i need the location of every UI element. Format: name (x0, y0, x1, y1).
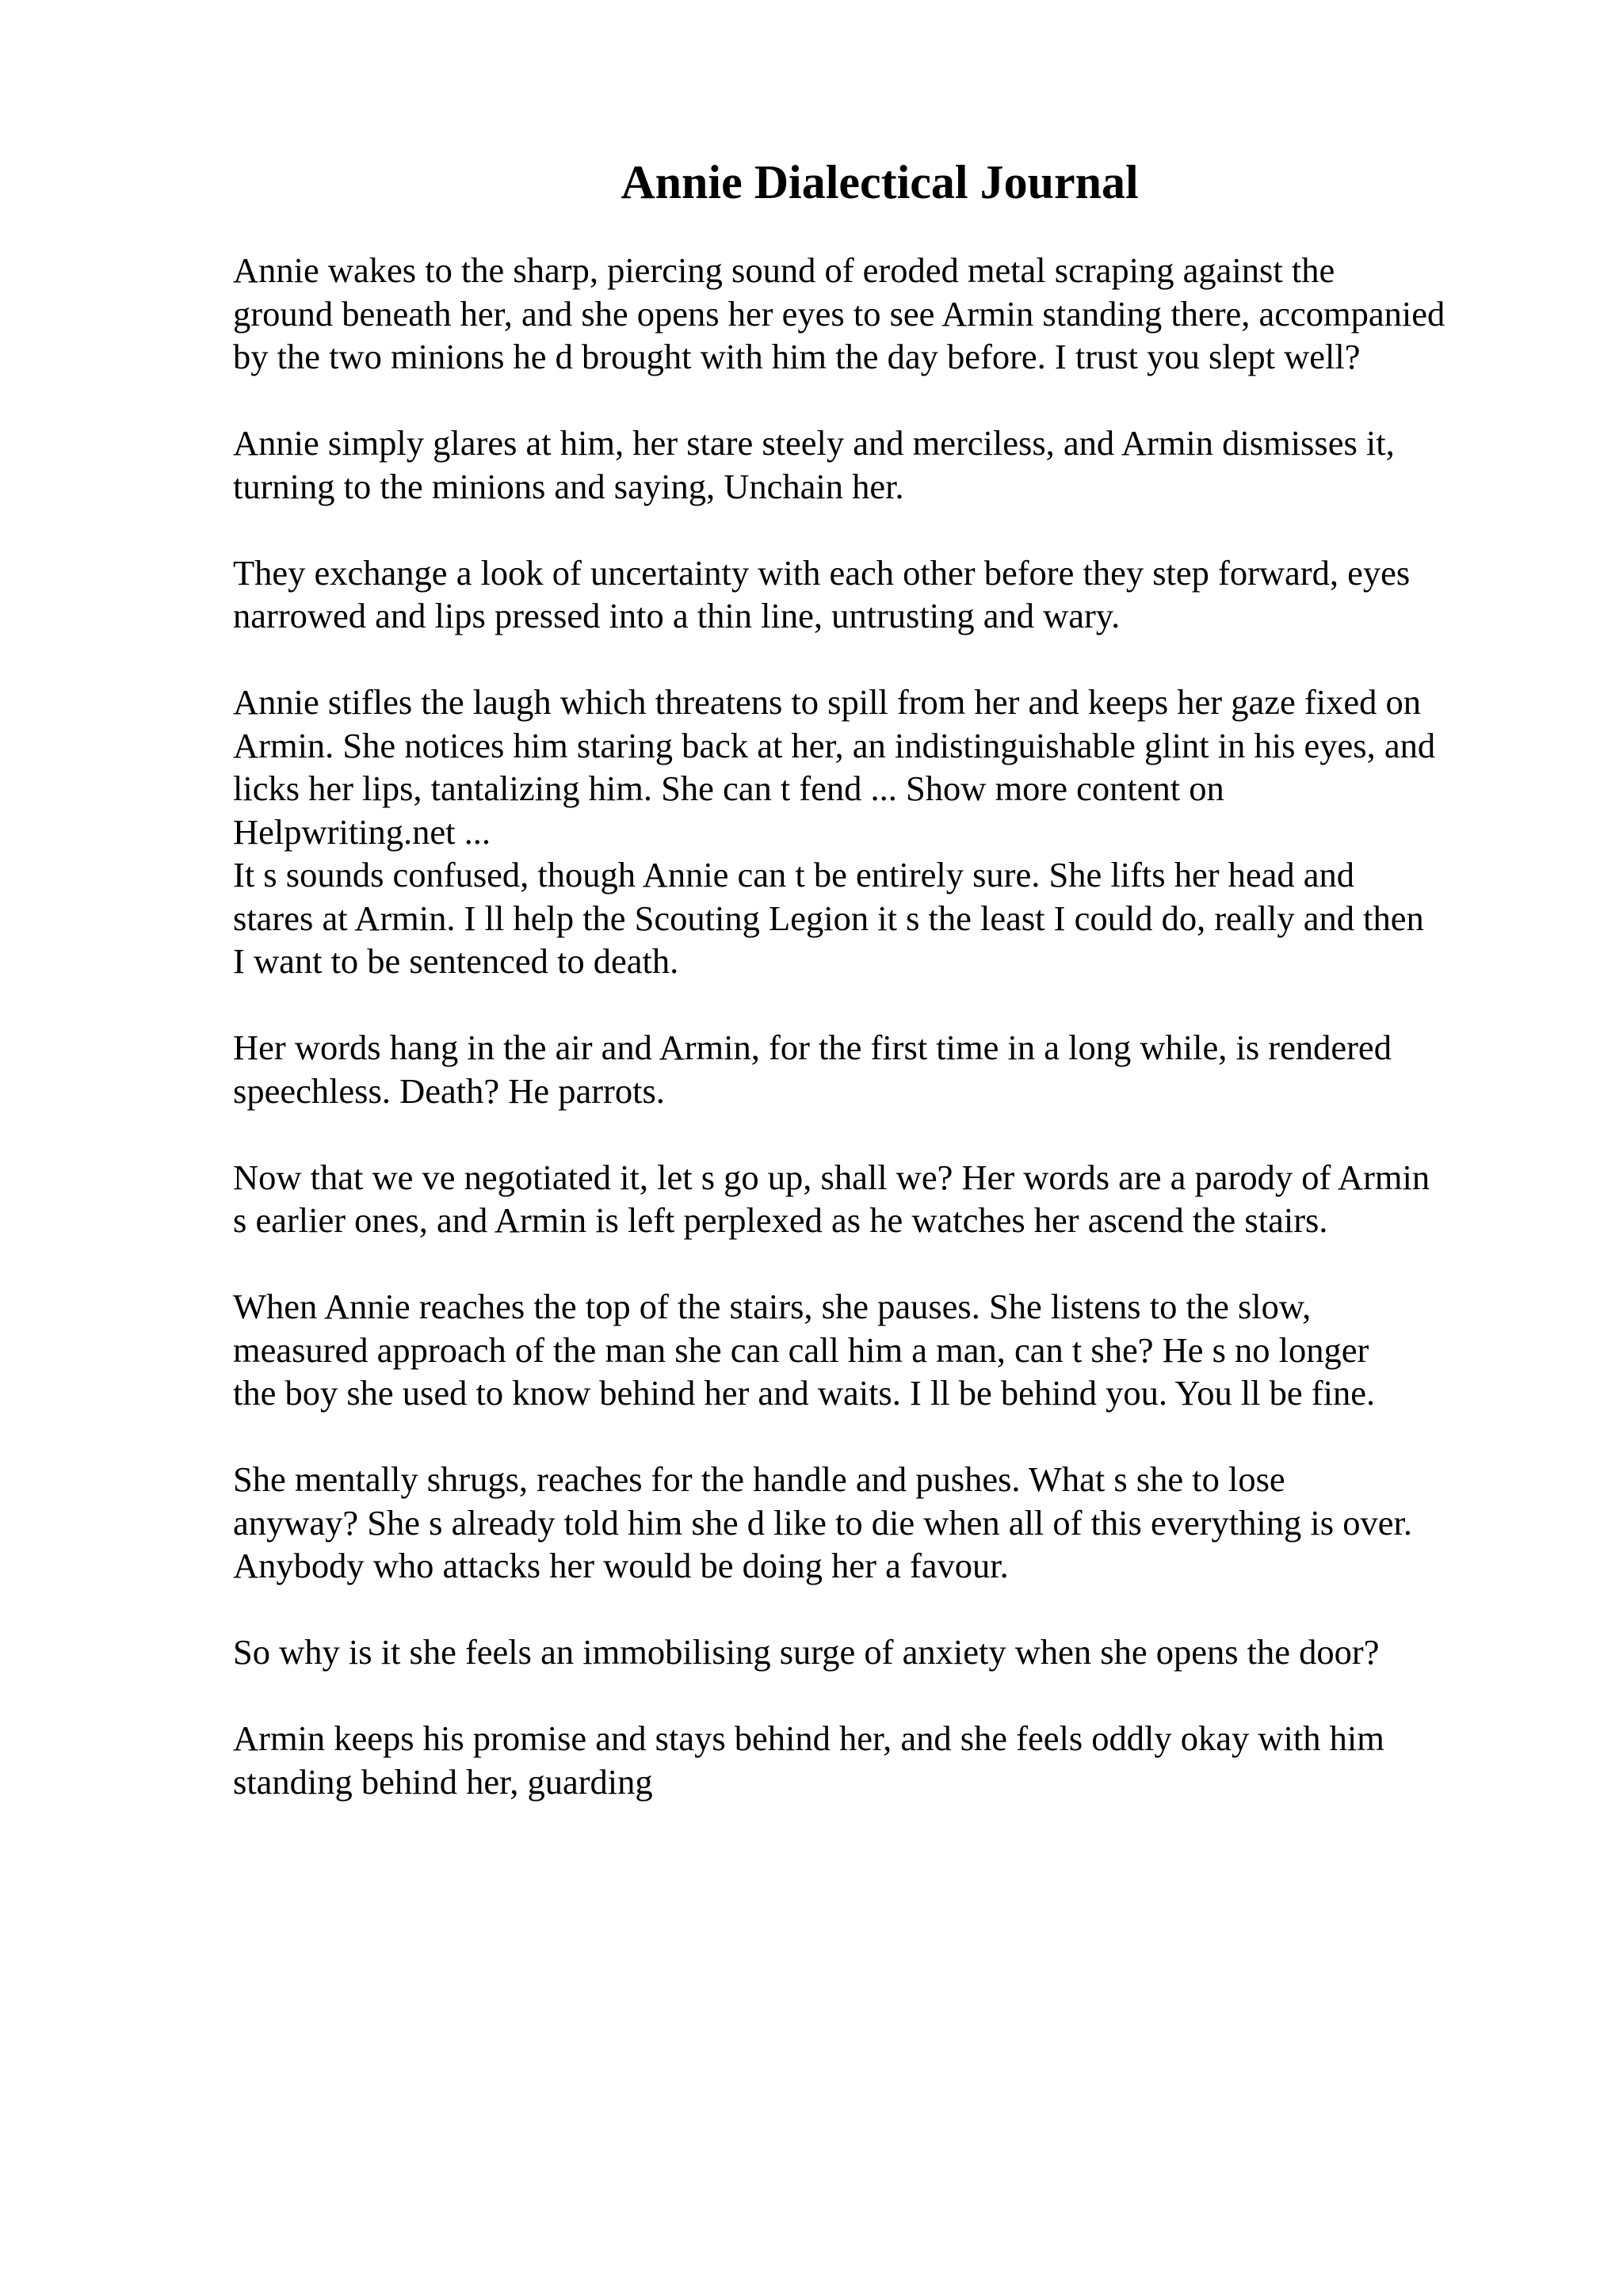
paragraph-spacer (233, 379, 1533, 422)
paragraph-6: Her words hang in the air and Armin, for the first time in a long while, is rendered speechless. Death? He parrots. (233, 1028, 1392, 1111)
document-body (233, 249, 1533, 1803)
paragraph-2: Annie simply glares at him, her stare steely and merciless, and Armin dismisses it, turning to the minions and saying, Unchain her. (233, 423, 1395, 506)
paragraph-spacer (233, 1674, 1533, 1718)
paragraph-spacer (233, 1112, 1533, 1156)
paragraph-3: They exchange a look of uncertainty with each other before they step forward, eyes narrowed and lips pressed into a thin line, untrusting and wary. (233, 552, 1411, 635)
paragraph-1: Annie wakes to the sharp, piercing sound of eroded metal scraping against the ground beneath her, and she opens her eyes to see Armin standing there, accompanied by the two minions he d brought with him the day before. I trust you slept well? (233, 250, 1445, 376)
paragraph-spacer (233, 508, 1533, 551)
paragraph-9: She mentally shrugs, reaches for the handle and pushes. What s she to lose anyway? She s already told him she d like to die when all of this everything is over. Anybody who attacks her would be doing her a favour. (233, 1459, 1412, 1585)
document-title: Annie Dialectical Journal (621, 156, 1139, 208)
paragraph-spacer (233, 1415, 1533, 1459)
paragraph-5: It s sounds confused, though Annie can t be entirely sure. She lifts her head and stares at Armin. I ll help the Scouting Legion it s the least I could do, really and then I want to be sentenced to death. (233, 855, 1424, 981)
paragraph-8: When Annie reaches the top of the stairs, she pauses. She listens to the slow, measured approach of the man she can call him a man, can t she? He s no longer the boy she used to know behind her and waits. I ll be behind you. You ll be fine. (233, 1287, 1376, 1413)
paragraph-spacer (233, 983, 1533, 1027)
paragraph-4: Annie stifles the laugh which threatens to spill from her and keeps her gaze fixed on Armin. She notices him staring back at her, an indistinguishable glint in his eyes, and licks her lips, tantalizing him. She can t fend ... Show more content on Helpwriting.net ... (233, 682, 1436, 852)
paragraph-spacer (233, 1588, 1533, 1631)
paragraph-7: Now that we ve negotiated it, let s go up, shall we? Her words are a parody of Armin s earlier ones, and Armin is left perplexed as he watches her ascend the stairs. (233, 1157, 1430, 1240)
paragraph-spacer (233, 1242, 1533, 1286)
paragraph-10: So why is it she feels an immobilising surge of anxiety when she opens the door? (233, 1632, 1380, 1672)
paragraph-11: Armin keeps his promise and stays behind her, and she feels oddly okay with him standing behind her, guarding (233, 1718, 1384, 1802)
paragraph-spacer (233, 638, 1533, 681)
